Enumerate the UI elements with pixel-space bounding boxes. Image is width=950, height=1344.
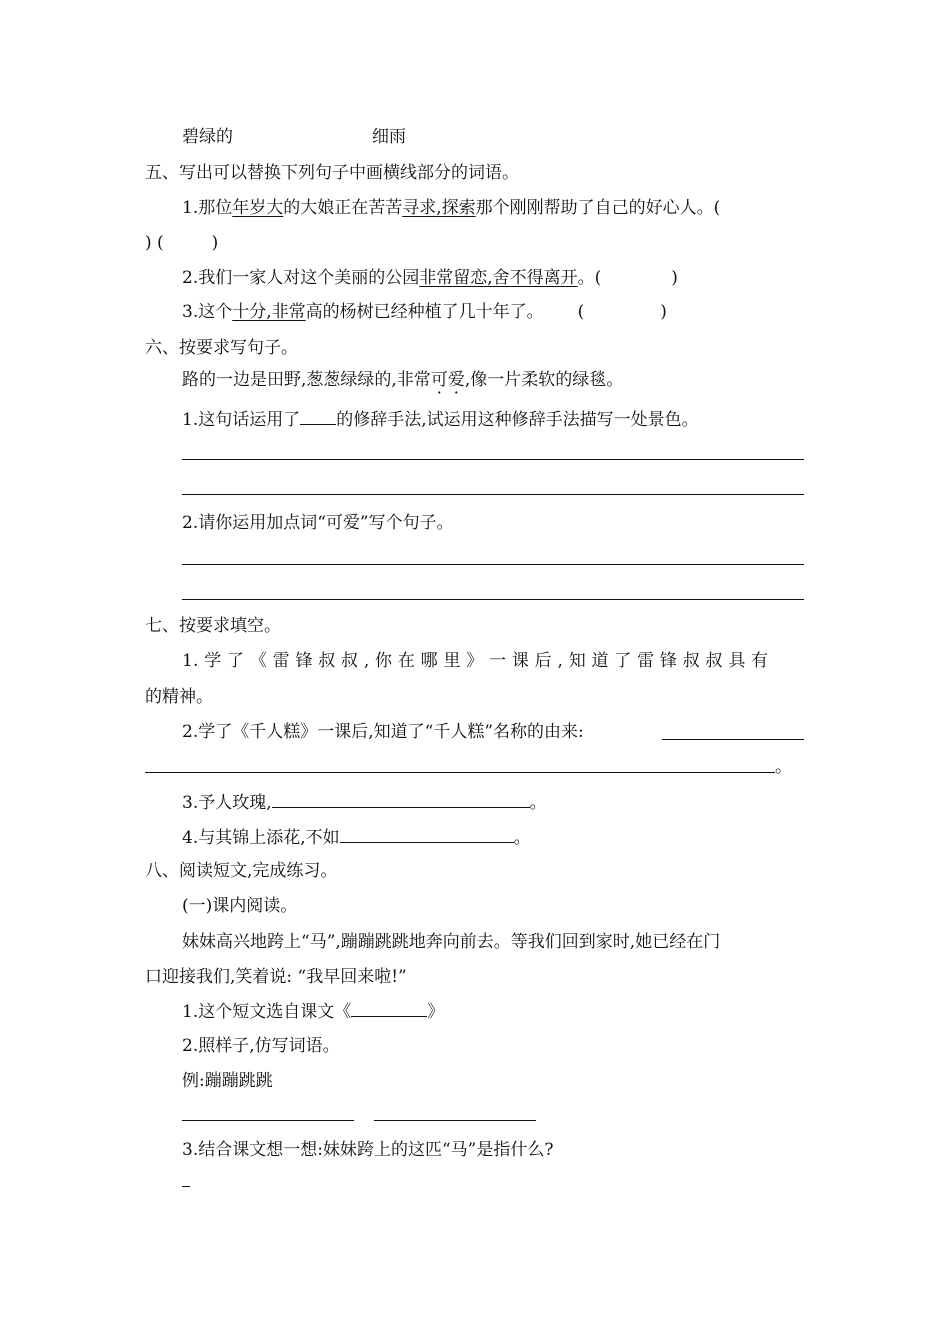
s7-question-3: 3.予人玫瑰, 。 xyxy=(182,793,547,813)
s7-question-2-end: 。 xyxy=(775,757,792,777)
section-6-heading: 六、按要求写句子。 xyxy=(145,338,298,358)
section-5-heading: 五、写出可以替换下列句子中画横线部分的词语。 xyxy=(145,163,519,183)
writing-line[interactable] xyxy=(182,494,804,495)
word-item: 细雨 xyxy=(372,127,406,147)
answer-line[interactable] xyxy=(145,772,775,773)
reading-passage: 妹妹高兴地跨上“马”,蹦蹦跳跳地奔向前去。等我们回到家时,她已经在门 xyxy=(182,932,721,952)
underlined-phrase: 十分,非常 xyxy=(232,302,306,322)
answer-blank[interactable] xyxy=(300,408,336,425)
s7-question-2: 2.学了《千人糕》一课后,知道了“千人糕”名称的由来: xyxy=(182,722,584,742)
s5-question-2: 2.我们一家人对这个美丽的公园非常留恋,舍不得离开。( ) xyxy=(182,268,678,288)
writing-line[interactable] xyxy=(182,599,804,600)
s8-question-2: 2.照样子,仿写词语。 xyxy=(182,1036,340,1056)
answer-line[interactable] xyxy=(182,1186,190,1187)
answer-line[interactable] xyxy=(182,1120,354,1121)
s6-question-2: 2.请你运用加点词“可爱”写个句子。 xyxy=(182,513,454,533)
answer-line[interactable] xyxy=(662,739,804,740)
s6-question-1: 1.这句话运用了 的修辞手法,试运用这种修辞手法描写一处景色。 xyxy=(182,410,699,430)
answer-blank[interactable] xyxy=(340,826,514,843)
section-7-heading: 七、按要求填空。 xyxy=(145,616,281,636)
answer-blank[interactable] xyxy=(272,791,530,808)
s5-question-3: 3.这个十分,非常高的杨树已经种植了几十年了。 ( ) xyxy=(182,302,667,322)
dotted-word: 可 xyxy=(430,370,448,390)
s8-question-1: 1.这个短文选自课文《 》 xyxy=(182,1002,445,1022)
s8-question-3: 3.结合课文想一想:妹妹跨上的这匹“马”是指什么? xyxy=(182,1140,554,1160)
answer-line[interactable] xyxy=(374,1120,536,1121)
underlined-phrase: 年岁大 xyxy=(232,198,284,218)
s5-question-1-cont: ) ( ) xyxy=(145,233,219,253)
s7-question-1-cont: 的精神。 xyxy=(145,687,213,707)
s5-question-1: 1.那位年岁大的大娘正在苦苦寻求,探索那个刚刚帮助了自己的好心人。( xyxy=(182,198,721,218)
word-item: 碧绿的 xyxy=(182,127,233,147)
underlined-phrase: 寻求,探索 xyxy=(402,198,476,218)
writing-line[interactable] xyxy=(182,564,804,565)
reading-passage-cont: 口迎接我们,笑着说: “我早回来啦!” xyxy=(145,967,407,987)
dotted-word: 爱 xyxy=(447,370,465,390)
example-word: 例:蹦蹦跳跳 xyxy=(182,1071,273,1091)
s7-question-4: 4.与其锦上添花,不如 。 xyxy=(182,828,531,848)
underlined-phrase: 非常留恋,舍不得离开 xyxy=(419,268,578,288)
section-8-heading: 八、阅读短文,完成练习。 xyxy=(145,861,338,881)
example-sentence: 路的一边是田野,葱葱绿绿的,非常可爱,像一片柔软的绿毯。 xyxy=(182,370,624,390)
s7-question-1: 1. 学 了 《 雷 锋 叔 叔 , 你 在 哪 里 》 一 课 后 , 知 道 了 雷 锋 叔 叔 具 有 xyxy=(182,651,769,671)
answer-blank[interactable] xyxy=(351,1000,427,1017)
subsection-heading: (一)课内阅读。 xyxy=(182,896,298,916)
writing-line[interactable] xyxy=(182,459,804,460)
